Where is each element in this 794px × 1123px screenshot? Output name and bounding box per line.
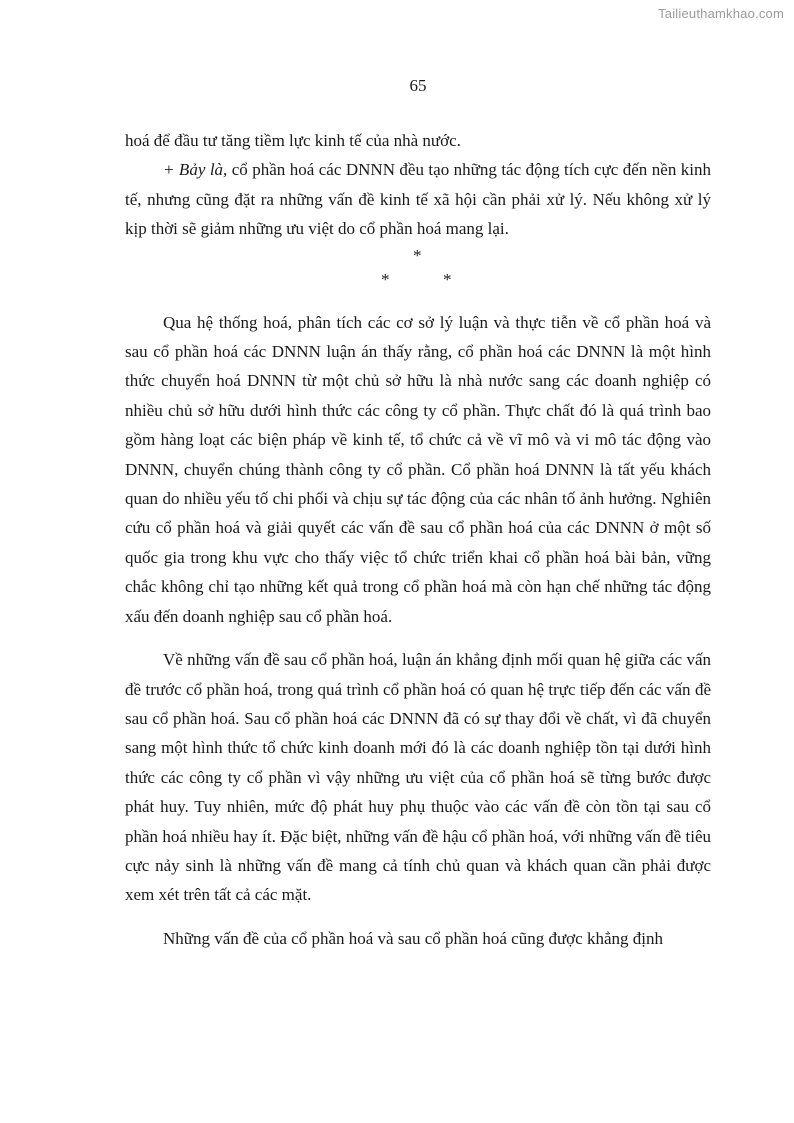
paragraph-body: cổ phần hoá các DNNN đều tạo những tác động tích cực đến nền kinh tế, nhưng cũng đặt ra những vấn đề kinh tế xã hội cần phải xử lý. Nếu không xử lý kịp thời sẽ giảm những ưu việt do cổ phần hoá mang lại. [125,160,711,239]
document-body [125,126,711,953]
paragraph-summary-3: Những vấn đề của cổ phần hoá và sau cổ phần hoá cũng được khẳng định [163,928,663,948]
section-separator [125,246,711,294]
paragraph-summary-1: Qua hệ thống hoá, phân tích các cơ sở lý luận và thực tiễn về cổ phần hoá và sau cổ phần hoá các DNNN luận án thấy rằng, cổ phần hoá các DNNN là một hình thức chuyển hoá DNNN từ một chủ sở hữu là nhà nước sang các doanh nghiệp có nhiều chủ sở hữu dưới hình thức các công ty cổ phần. Thực chất đó là quá trình bao gồm hàng loạt các biện pháp về kinh tế, tổ chức cả về vĩ mô và vi mô tác động vào DNNN, chuyển chúng thành công ty cổ phần. Cổ phần hoá DNNN là tất yếu khách quan do nhiều yếu tố chi phối và chịu sự tác động của các nhân tố ảnh hưởng. Nghiên cứu cổ phần hoá và giải quyết các vấn đề sau cổ phần hoá của các DNNN ở một số quốc gia trong khu vực cho thấy việc tổ chức triển khai cổ phần hoá bài bản, vững chắc không chỉ tạo những kết quả trong cổ phần hoá mà còn hạn chế những tác động xấu đến doanh nghiệp sau cổ phần hoá. [125,312,711,626]
separator-star-top: * [413,245,422,265]
separator-star-right: * [443,269,452,289]
watermark-text: Tailieuthamkhao.com [658,6,784,21]
paragraph-lead-italic: + Bảy là, [163,160,228,180]
separator-star-left: * [381,269,390,289]
paragraph-bay-la [125,155,711,243]
paragraph-summary-2: Về những vấn đề sau cổ phần hoá, luận án khẳng định mối quan hệ giữa các vấn đề trước cổ phần hoá, trong quá trình cổ phần hoá có quan hệ trực tiếp đến các vấn đề sau cổ phần hoá. Sau cổ phần hoá các DNNN đã có sự thay đổi về chất, vì đã chuyển sang một hình thức tổ chức kinh doanh mới đó là các doanh nghiệp tồn tại dưới hình thức các công ty cổ phần vì vậy những ưu việt của cổ phần hoá sẽ từng bước được phát huy. Tuy nhiên, mức độ phát huy phụ thuộc vào các vấn đề còn tồn tại sau cổ phần hoá nhiều hay ít. Đặc biệt, những vấn đề hậu cổ phần hoá, với những vấn đề tiêu cực nảy sinh là những vấn đề mang cả tính chủ quan và khách quan cần phải được xem xét trên tất cả các mặt. [125,650,711,905]
page-number: 65 [409,76,427,95]
paragraph-continuation: hoá để đầu tư tăng tiềm lực kinh tế của nhà nước. [125,131,461,150]
